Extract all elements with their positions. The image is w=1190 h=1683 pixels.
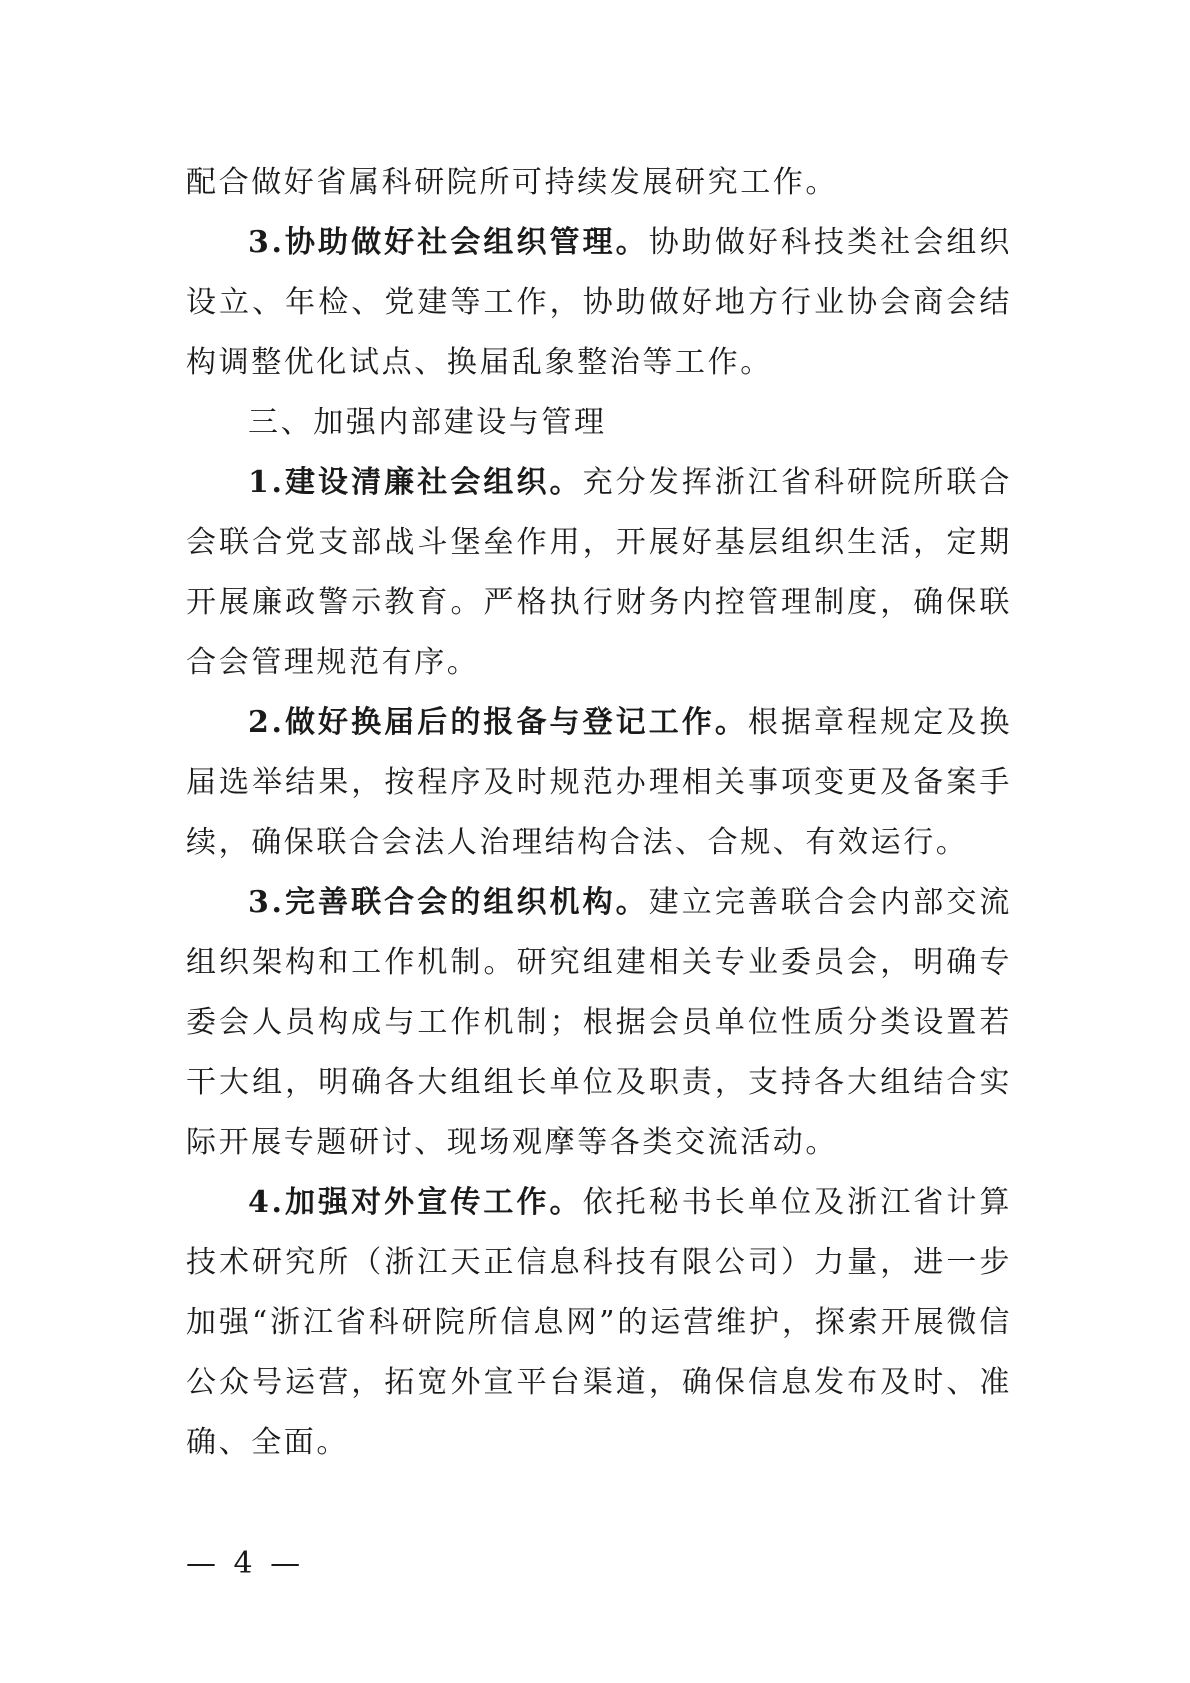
paragraph-registration (186, 693, 1012, 873)
section-heading-text: 三、加强内部建设与管理 (248, 405, 607, 440)
paragraph-text: 配合做好省属科研院所可持续发展研究工作。 (186, 165, 838, 200)
paragraph-publicity (186, 1173, 1012, 1473)
paragraph-organization (186, 873, 1012, 1173)
document-body (186, 153, 1012, 1473)
paragraph-heading: 3.完善联合会的组织机构。 (248, 885, 649, 920)
paragraph-heading: 4.加强对外宣传工作。 (248, 1185, 583, 1220)
paragraph-text: 充分发挥浙江省科研院所联合会联合党支部战斗堡垒作用，开展好基层组织生活，定期开展廉政警示教育。严格执行财务内控管理制度，确保联合会管理规范有序。 (186, 465, 1012, 680)
paragraph-continuation (186, 153, 1012, 213)
paragraph-heading: 2.做好换届后的报备与登记工作。 (248, 705, 748, 740)
paragraph-text: 建立完善联合会内部交流组织架构和工作机制。研究组建相关专业委员会，明确专委会人员构成与工作机制；根据会员单位性质分类设置若干大组，明确各大组组长单位及职责，支持各大组结合实际开展专题研讨、现场观摩等各类交流活动。 (186, 885, 1012, 1160)
paragraph-clean-org (186, 453, 1012, 693)
section-heading (186, 393, 1012, 453)
paragraph-heading: 3.协助做好社会组织管理。 (248, 225, 649, 260)
paragraph-text: 协助做好科技类社会组织设立、年检、党建等工作，协助做好地方行业协会商会结构调整优化试点、换届乱象整治等工作。 (186, 225, 1012, 380)
paragraph-social-org-management (186, 213, 1012, 393)
page-number: — 4 — (186, 1546, 305, 1581)
paragraph-heading: 1.建设清廉社会组织。 (248, 465, 583, 500)
paragraph-text: 依托秘书长单位及浙江省计算技术研究所（浙江天正信息科技有限公司）力量，进一步加强“浙江省科研院所信息网”的运营维护，探索开展微信公众号运营，拓宽外宣平台渠道，确保信息发布及时、准确、全面。 (186, 1185, 1012, 1460)
paragraph-text: 根据章程规定及换届选举结果，按程序及时规范办理相关事项变更及备案手续，确保联合会法人治理结构合法、合规、有效运行。 (186, 705, 1012, 860)
